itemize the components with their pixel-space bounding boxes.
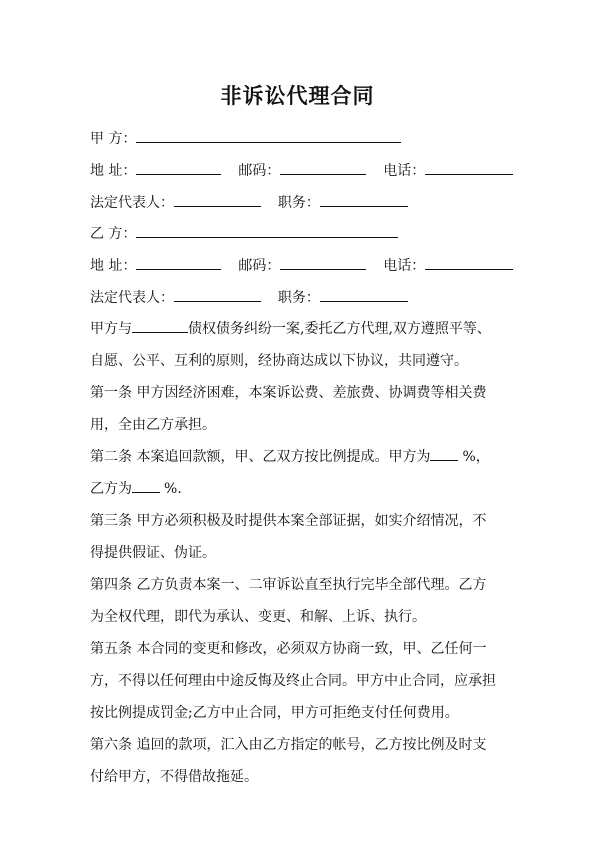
article-5-line-2: 方，不得以任何理由中途反悔及终止合同。甲方中止合同，应承担 bbox=[90, 673, 496, 689]
article-4 bbox=[90, 569, 515, 633]
article-6-line-2: 付给甲方，不得借故拖延。 bbox=[90, 769, 258, 785]
intro-text-a: 甲方与 bbox=[90, 321, 132, 337]
party-a-phone-label: 电话： bbox=[383, 163, 426, 179]
party-b-phone-field[interactable] bbox=[425, 255, 513, 270]
party-b-postcode-label: 邮码： bbox=[238, 258, 281, 274]
party-a-share-field[interactable] bbox=[430, 446, 458, 461]
article-3 bbox=[90, 505, 515, 569]
party-b-rep-field[interactable] bbox=[174, 287, 261, 302]
article-1 bbox=[90, 377, 515, 441]
party-a-rep-row bbox=[90, 192, 408, 212]
intro-line-1 bbox=[90, 313, 515, 345]
article-2-text-b: %， bbox=[462, 449, 490, 465]
article-2-text-d: %. bbox=[164, 481, 182, 497]
article-3-line-2: 得提供假证、伪证。 bbox=[90, 545, 216, 561]
article-4-line-1: 第四条 乙方负责本案一、二审诉讼直至执行完毕全部代理。乙方 bbox=[90, 577, 487, 593]
party-b-address-label: 地 址： bbox=[90, 258, 137, 274]
intro-text-b: 债权债务纠纷一案,委托乙方代理,双方遵照平等、 bbox=[188, 321, 491, 337]
party-b-label: 乙 方： bbox=[90, 226, 137, 242]
party-a-address-field[interactable] bbox=[136, 160, 221, 175]
party-a-rep-label: 法定代表人： bbox=[90, 195, 174, 211]
article-1-line-1: 第一条 甲方因经济困难，本案诉讼费、差旅费、协调费等相关费 bbox=[90, 385, 487, 401]
article-2 bbox=[90, 441, 515, 505]
intro-paragraph bbox=[90, 313, 515, 377]
party-b-rep-label: 法定代表人： bbox=[90, 290, 174, 306]
party-a-rep-field[interactable] bbox=[174, 192, 261, 207]
party-a-position-field[interactable] bbox=[320, 192, 408, 207]
article-5 bbox=[90, 633, 515, 729]
document-title: 非诉讼代理合同 bbox=[220, 84, 375, 108]
party-b-position-label: 职务： bbox=[277, 290, 320, 306]
party-a-name-field[interactable] bbox=[136, 128, 401, 143]
article-2-text-c: 乙方为 bbox=[90, 481, 132, 497]
party-a-name-row bbox=[90, 128, 401, 148]
article-3-line-1: 第三条 甲方必须积极及时提供本案全部证据，如实介绍情况，不 bbox=[90, 513, 487, 529]
article-5-line-3: 按比例提成罚金;乙方中止合同，甲方可拒绝支付任何费用。 bbox=[90, 705, 459, 721]
article-2-line-2 bbox=[90, 473, 515, 505]
party-a-contact-row bbox=[90, 160, 513, 180]
article-2-line-1 bbox=[90, 441, 515, 473]
party-a-position-label: 职务： bbox=[277, 195, 320, 211]
party-a-label: 甲 方： bbox=[90, 131, 137, 147]
party-b-share-field[interactable] bbox=[132, 478, 160, 493]
case-name-field[interactable] bbox=[132, 318, 188, 333]
party-b-contact-row bbox=[90, 255, 513, 275]
party-b-phone-label: 电话： bbox=[383, 258, 426, 274]
party-a-postcode-field[interactable] bbox=[280, 160, 366, 175]
party-b-name-row bbox=[90, 223, 398, 243]
article-2-text-a: 第二条 本案追回款额，甲、乙双方按比例提成。甲方为 bbox=[90, 449, 431, 465]
party-b-name-field[interactable] bbox=[136, 223, 398, 238]
article-6 bbox=[90, 729, 515, 793]
party-a-phone-field[interactable] bbox=[425, 160, 513, 175]
article-4-line-2: 为全权代理，即代为承认、变更、和解、上诉、执行。 bbox=[90, 609, 426, 625]
party-a-address-label: 地 址： bbox=[90, 163, 137, 179]
intro-line-2: 自愿、公平、互利的原则，经协商达成以下协议，共同遵守。 bbox=[90, 353, 468, 369]
party-b-address-field[interactable] bbox=[136, 255, 221, 270]
article-6-line-1: 第六条 追回的款项，汇入由乙方指定的帐号，乙方按比例及时支 bbox=[90, 737, 487, 753]
party-b-postcode-field[interactable] bbox=[280, 255, 366, 270]
party-b-rep-row bbox=[90, 287, 408, 307]
party-b-position-field[interactable] bbox=[320, 287, 408, 302]
article-1-line-2: 用，全由乙方承担。 bbox=[90, 417, 216, 433]
party-a-postcode-label: 邮码： bbox=[238, 163, 281, 179]
article-5-line-1: 第五条 本合同的变更和修改，必须双方协商一致，甲、乙任何一 bbox=[90, 641, 487, 657]
